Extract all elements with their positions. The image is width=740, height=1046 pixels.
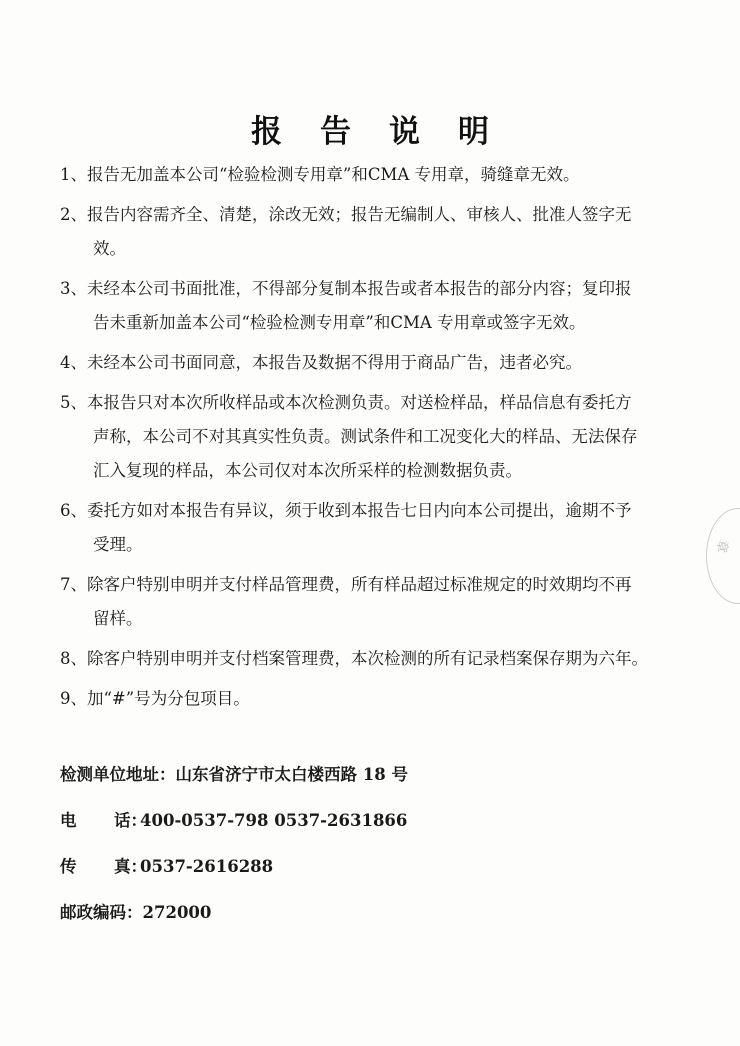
note-line: 委托方如对本报告有异议，须于收到本报告七日内向本公司提出，逾期不予 — [87, 501, 632, 520]
note-item-9 — [60, 682, 690, 716]
note-item-7 — [60, 568, 690, 636]
note-line: 报告无加盖本公司“检验检测专用章”和CMA 专用章，骑缝章无效。 — [87, 165, 580, 184]
note-line: 告未重新加盖本公司“检验检测专用章”和CMA 专用章或签字无效。 — [93, 313, 586, 332]
note-text — [87, 494, 690, 562]
fax-value: 0537-2616288 — [140, 857, 274, 876]
note-item-4 — [60, 346, 690, 380]
postcode-row — [60, 900, 680, 926]
note-text — [87, 272, 690, 340]
fax-row — [60, 854, 680, 880]
note-text — [87, 346, 690, 380]
note-number: 4、 — [60, 353, 87, 372]
seal-text: 章 — [713, 538, 731, 554]
phone-value: 400-0537-798 0537-2631866 — [140, 811, 408, 830]
fax-label-char-2: 真： — [114, 857, 147, 876]
note-line: 受理。 — [93, 535, 143, 554]
note-line: 除客户特别申明并支付档案管理费，本次检测的所有记录档案保存期为六年。 — [87, 649, 648, 668]
note-text — [87, 642, 690, 676]
note-number: 7、 — [60, 575, 87, 594]
note-text — [87, 198, 690, 266]
note-line: 声称，本公司不对其真实性负责。测试条件和工况变化大的样品、无法保存 — [93, 427, 638, 446]
fax-label-char-1: 传 — [60, 857, 77, 876]
note-text — [87, 386, 690, 488]
note-number: 3、 — [60, 279, 87, 298]
note-item-5 — [60, 386, 690, 488]
address-row — [60, 762, 680, 788]
phone-label — [60, 808, 147, 834]
note-number: 5、 — [60, 393, 87, 412]
note-item-2 — [60, 198, 690, 266]
note-item-3 — [60, 272, 690, 340]
contact-info — [60, 762, 680, 946]
address-label: 检测单位地址： — [60, 765, 176, 784]
postcode-value: 272000 — [142, 903, 212, 922]
notes-list — [60, 158, 690, 722]
note-text — [87, 682, 690, 716]
note-number: 8、 — [60, 649, 87, 668]
note-item-1 — [60, 158, 690, 192]
note-line: 除客户特别申明并支付样品管理费，所有样品超过标准规定的时效期均不再 — [87, 575, 632, 594]
note-line: 留样。 — [93, 609, 143, 628]
page-title: 报告说明 — [251, 114, 527, 150]
note-number: 2、 — [60, 205, 87, 224]
note-number: 9、 — [60, 689, 87, 708]
note-number: 6、 — [60, 501, 87, 520]
postcode-label: 邮政编码： — [60, 903, 143, 922]
note-number: 1、 — [60, 165, 87, 184]
phone-row — [60, 808, 680, 834]
phone-label-char-1: 电 — [60, 811, 77, 830]
note-line: 汇入复现的样品，本公司仅对本次所采样的检测数据负责。 — [93, 461, 522, 480]
note-line: 报告内容需齐全、清楚，涂改无效；报告无编制人、审核人、批准人签字无 — [87, 205, 632, 224]
partial-seal-stamp — [706, 508, 740, 604]
note-item-6 — [60, 494, 690, 562]
note-line: 未经本公司书面批准，不得部分复制本报告或者本报告的部分内容；复印报 — [87, 279, 632, 298]
address-value: 山东省济宁市太白楼西路 18 号 — [175, 765, 408, 784]
note-line: 本报告只对本次所收样品或本次检测负责。对送检样品，样品信息有委托方 — [87, 393, 632, 412]
note-text — [87, 158, 690, 192]
phone-label-char-2: 话： — [114, 811, 147, 830]
note-line: 加“#”号为分包项目。 — [87, 689, 250, 708]
fax-label — [60, 854, 147, 880]
note-line: 未经本公司书面同意，本报告及数据不得用于商品广告，违者必究。 — [87, 353, 582, 372]
note-item-8 — [60, 642, 690, 676]
note-line: 效。 — [93, 239, 126, 258]
note-text — [87, 568, 690, 636]
